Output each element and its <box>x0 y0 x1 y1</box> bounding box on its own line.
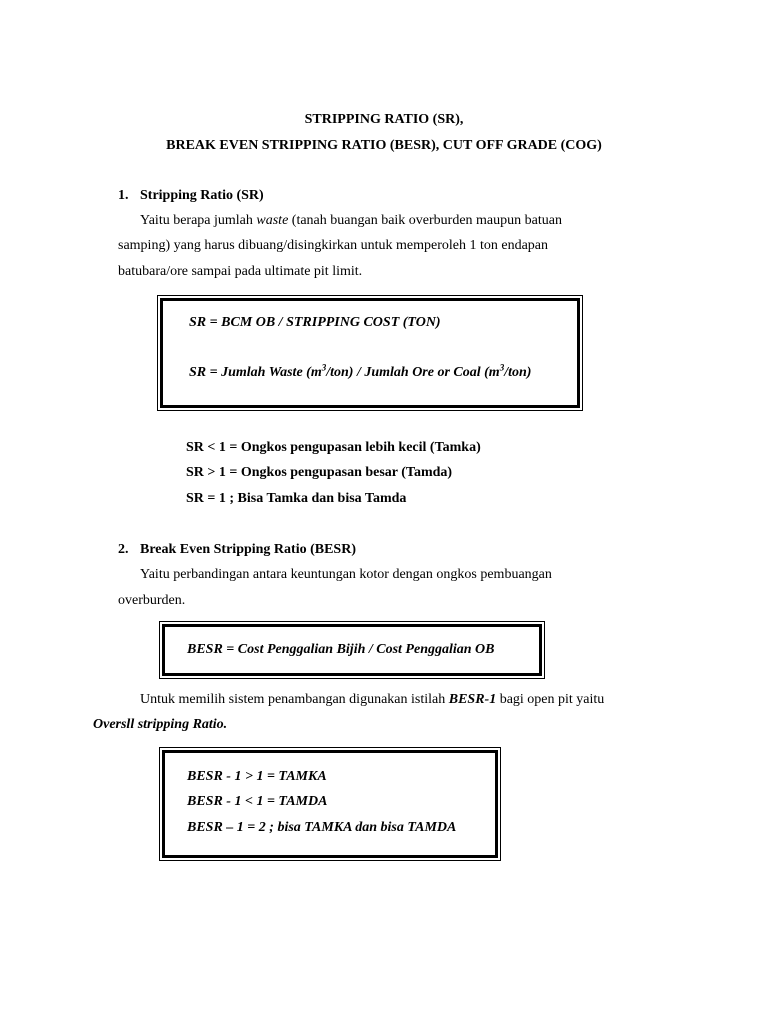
section-2-heading: Break Even Stripping Ratio (BESR) <box>140 542 356 557</box>
section-2-number: 2. <box>118 542 129 557</box>
section-2-paragraph-line-2: overburden. <box>118 593 186 608</box>
besr-1-term: BESR-1 <box>448 692 497 707</box>
besr-condition-1: BESR - 1 > 1 = TAMKA <box>187 769 327 784</box>
besr-conditions-box <box>162 750 498 858</box>
besr-condition-3: BESR – 1 = 2 ; bisa TAMKA dan bisa TAMDA <box>187 820 457 835</box>
sr-formula-box <box>160 298 580 408</box>
waste-term: waste <box>256 213 289 228</box>
section-1-number: 1. <box>118 188 129 203</box>
document-title-line-2: BREAK EVEN STRIPPING RATIO (BESR), CUT OFF GRADE (COG) <box>166 138 602 153</box>
section-1-paragraph-line-3: batubara/ore sampai pada ultimate pit limit. <box>118 264 363 279</box>
besr-condition-2: BESR - 1 < 1 = TAMDA <box>187 794 328 809</box>
sr-rule-greater-than-1: SR > 1 = Ongkos pengupasan besar (Tamda) <box>186 465 453 480</box>
section-2-paragraph-line-1: Yaitu perbandingan antara keuntungan kotor dengan ongkos pembuangan <box>140 567 552 582</box>
section-1-paragraph-line-2: samping) yang harus dibuang/disingkirkan untuk memperoleh 1 ton endapan <box>118 238 549 253</box>
section-1-heading: Stripping Ratio (SR) <box>140 188 264 203</box>
besr-note-line-2: Oversll stripping Ratio. <box>93 717 228 732</box>
section-1-paragraph-line-1: Yaitu berapa jumlah waste (tanah buangan baik overburden maupun batuan <box>140 213 562 228</box>
sr-formula-1: SR = BCM OB / STRIPPING COST (TON) <box>189 315 441 330</box>
besr-formula: BESR = Cost Penggalian Bijih / Cost Penggalian OB <box>187 642 495 657</box>
sr-rule-less-than-1: SR < 1 = Ongkos pengupasan lebih kecil (Tamka) <box>186 440 481 455</box>
besr-formula-box <box>162 624 542 676</box>
sr-formula-2: SR = Jumlah Waste $(m^3/ton)$ / Jumlah Ore or Coal $(m^3/ton)$ <box>189 362 532 380</box>
sr-rule-equal-1: SR = 1 ; Bisa Tamka dan bisa Tamda <box>186 491 407 506</box>
document-title-line-1: STRIPPING RATIO (SR), <box>304 112 464 127</box>
besr-note-line-1: Untuk memilih sistem penambangan digunakan istilah BESR-1 bagi open pit yaitu <box>140 692 605 707</box>
